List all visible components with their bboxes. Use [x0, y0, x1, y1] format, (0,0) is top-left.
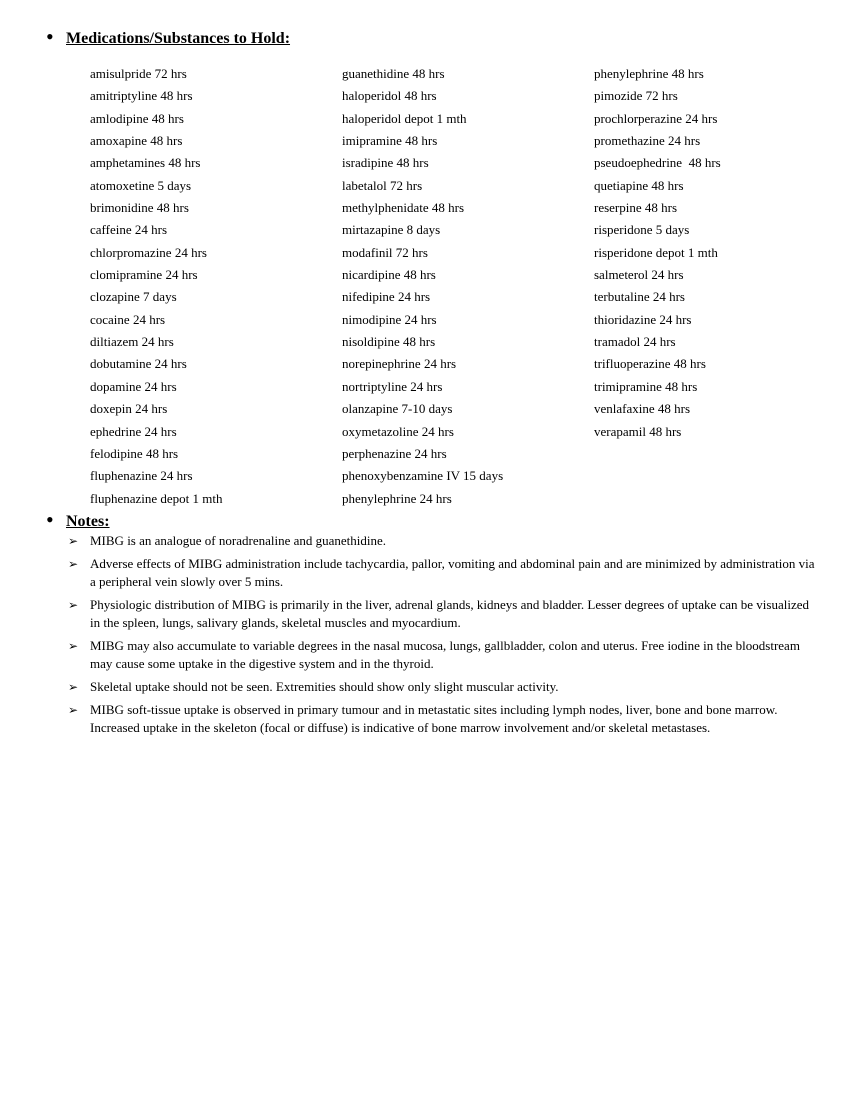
medication-item: perphenazine 24 hrs	[342, 445, 447, 461]
note-text: Physiologic distribution of MIBG is primarily in the liver, adrenal glands, kidneys and bladder. Lesser degrees of uptake can be visualized in the spleen, lungs, salivary glands, skeletal muscles and myocardium.	[90, 596, 809, 631]
arrow-bullet-icon: ➢	[68, 638, 79, 653]
medication-item: amitriptyline 48 hrs	[90, 88, 193, 104]
medication-item: felodipine 48 hrs	[90, 445, 179, 461]
arrow-bullet-icon: ➢	[68, 597, 79, 612]
medication-item: dobutamine 24 hrs	[90, 356, 187, 372]
medication-item: nifedipine 24 hrs	[342, 289, 431, 305]
medication-item: thioridazine 24 hrs	[594, 311, 692, 327]
medication-item: modafinil 72 hrs	[342, 244, 428, 260]
medication-item: fluphenazine depot 1 mth	[90, 490, 223, 506]
arrow-bullet-icon: ➢	[68, 556, 79, 571]
medication-item: promethazine 24 hrs	[594, 133, 701, 149]
medication-item: chlorpromazine 24 hrs	[90, 244, 207, 260]
medication-item: norepinephrine 24 hrs	[342, 356, 457, 372]
medication-item: olanzapine 7-10 days	[342, 401, 453, 417]
medication-item: amoxapine 48 hrs	[90, 133, 183, 149]
medication-item: risperidone 5 days	[594, 222, 690, 238]
medication-item: amphetamines 48 hrs	[90, 155, 201, 171]
medication-item: risperidone depot 1 mth	[594, 244, 718, 260]
medication-item: phenylephrine 48 hrs	[594, 66, 704, 81]
medication-column-3	[594, 63, 721, 443]
medication-item: phenoxybenzamine IV 15 days	[342, 468, 504, 484]
medication-item: guanethidine 48 hrs	[342, 66, 445, 81]
medication-item: dopamine 24 hrs	[90, 378, 177, 394]
note-item	[68, 532, 816, 550]
note-text: Skeletal uptake should not be seen. Extremities should show only slight muscular activity.	[90, 679, 559, 695]
bullet-icon: •	[46, 24, 54, 49]
medication-item: ephedrine 24 hrs	[90, 423, 177, 439]
medication-item: phenylephrine 24 hrs	[342, 490, 452, 506]
medication-item: reserpine 48 hrs	[594, 200, 678, 216]
medication-item: clozapine 7 days	[90, 289, 177, 305]
medication-column-2	[342, 63, 503, 510]
medication-item: clomipramine 24 hrs	[90, 267, 198, 283]
medication-item: nimodipine 24 hrs	[342, 311, 437, 327]
medication-column-1	[90, 63, 223, 510]
medication-item: fluphenazine 24 hrs	[90, 468, 193, 484]
medication-item: nortriptyline 24 hrs	[342, 378, 443, 394]
medication-item: cocaine 24 hrs	[90, 311, 166, 327]
medication-item: doxepin 24 hrs	[90, 401, 168, 417]
medication-item: haloperidol 48 hrs	[342, 88, 437, 104]
notes-heading: Notes:	[66, 513, 110, 530]
medication-item: tramadol 24 hrs	[594, 334, 676, 350]
note-item	[68, 596, 816, 633]
medication-item: imipramine 48 hrs	[342, 133, 438, 149]
medications-heading: Medications/Substances to Hold:	[66, 30, 291, 47]
note-item	[68, 701, 816, 738]
medication-item: methylphenidate 48 hrs	[342, 200, 465, 216]
medication-item: amlodipine 48 hrs	[90, 110, 184, 126]
medication-item: venlafaxine 48 hrs	[594, 401, 691, 417]
note-item	[68, 678, 816, 696]
medication-item: brimonidine 48 hrs	[90, 200, 189, 216]
medication-item: salmeterol 24 hrs	[594, 267, 684, 283]
medication-item: labetalol 72 hrs	[342, 177, 423, 193]
bullet-icon: •	[46, 507, 54, 532]
medication-item: nisoldipine 48 hrs	[342, 334, 436, 350]
arrow-bullet-icon: ➢	[68, 680, 79, 695]
medication-item: amisulpride 72 hrs	[90, 66, 187, 81]
medication-item: diltiazem 24 hrs	[90, 334, 174, 350]
arrow-bullet-icon: ➢	[68, 702, 79, 717]
note-text: Adverse effects of MIBG administration include tachycardia, pallor, vomiting and abdominal pain and are minimized by administration via a peripheral vein slowly over 5 mins.	[90, 555, 815, 590]
medication-item: nicardipine 48 hrs	[342, 267, 436, 283]
note-text: MIBG is an analogue of noradrenaline and guanethidine.	[90, 533, 387, 548]
arrow-bullet-icon: ➢	[68, 534, 79, 548]
medication-item: trimipramine 48 hrs	[594, 378, 698, 394]
medication-item: pimozide 72 hrs	[594, 88, 678, 104]
medication-item: atomoxetine 5 days	[90, 177, 192, 193]
notes-list	[68, 532, 816, 742]
note-text: MIBG may also accumulate to variable degrees in the nasal mucosa, lungs, gallbladder, colon and uterus. Free iodine in the bloodstream may cause some uptake in the digestive system and in the thyroid.	[90, 637, 800, 672]
medication-item: caffeine 24 hrs	[90, 222, 168, 238]
medication-item: quetiapine 48 hrs	[594, 177, 684, 193]
medication-item: mirtazapine 8 days	[342, 222, 441, 238]
medication-item: haloperidol depot 1 mth	[342, 110, 467, 126]
note-item	[68, 555, 816, 592]
medication-item: pseudoephedrine 48 hrs	[594, 155, 721, 171]
medication-item: prochlorperazine 24 hrs	[594, 110, 718, 126]
note-text: MIBG soft-tissue uptake is observed in primary tumour and in metastatic sites including lymph nodes, liver, bone and bone marrow. Increased uptake in the skeleton (focal or diffuse) is indicative of bone marrow involvement and/or skeletal metastases.	[90, 701, 778, 736]
note-item	[68, 637, 816, 674]
medication-item: isradipine 48 hrs	[342, 155, 429, 171]
medication-item: oxymetazoline 24 hrs	[342, 423, 454, 439]
medication-item: verapamil 48 hrs	[594, 423, 682, 439]
medication-item: terbutaline 24 hrs	[594, 289, 685, 305]
medication-item: trifluoperazine 48 hrs	[594, 356, 706, 372]
